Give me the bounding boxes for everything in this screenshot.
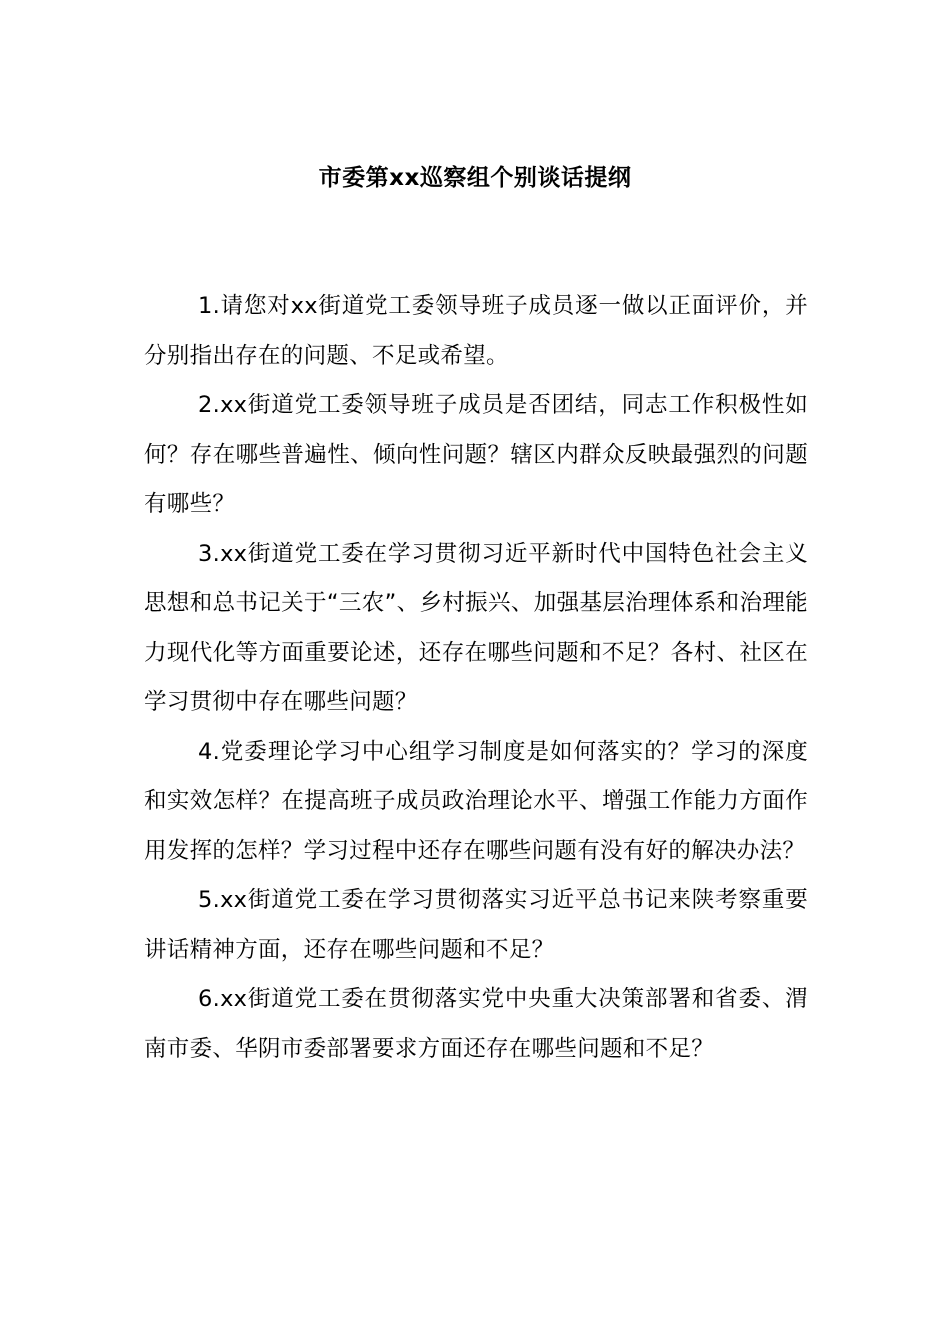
document-title: 市委第xx巡察组个别谈话提纲 xyxy=(318,165,632,191)
document-body xyxy=(144,282,808,1074)
question-paragraph-1: 1.请您对xx街道党工委领导班子成员逐一做以正面评价，并分别指出存在的问题、不足或希望。 xyxy=(144,293,808,369)
question-paragraph-6: 6.xx街道党工委在贯彻落实党中央重大决策部署和省委、渭南市委、华阴市委部署要求方面还存在哪些问题和不足？ xyxy=(144,986,808,1062)
question-paragraph-3: 3.xx街道党工委在学习贯彻习近平新时代中国特色社会主义思想和总书记关于“三农”、乡村振兴、加强基层治理体系和治理能力现代化等方面重要论述，还存在哪些问题和不足？各村、社区在学习贯彻中存在哪些问题？ xyxy=(144,540,808,715)
question-paragraph-4: 4.党委理论学习中心组学习制度是如何落实的？学习的深度和实效怎样？在提高班子成员政治理论水平、增强工作能力方面作用发挥的怎样？学习过程中还存在哪些问题有没有好的解决办法？ xyxy=(144,738,808,864)
question-paragraph-2: 2.xx街道党工委领导班子成员是否团结，同志工作积极性如何？存在哪些普遍性、倾向性问题？辖区内群众反映最强烈的问题有哪些？ xyxy=(144,392,808,517)
question-paragraph-5: 5.xx街道党工委在学习贯彻落实习近平总书记来陕考察重要讲话精神方面，还存在哪些问题和不足？ xyxy=(144,887,808,963)
